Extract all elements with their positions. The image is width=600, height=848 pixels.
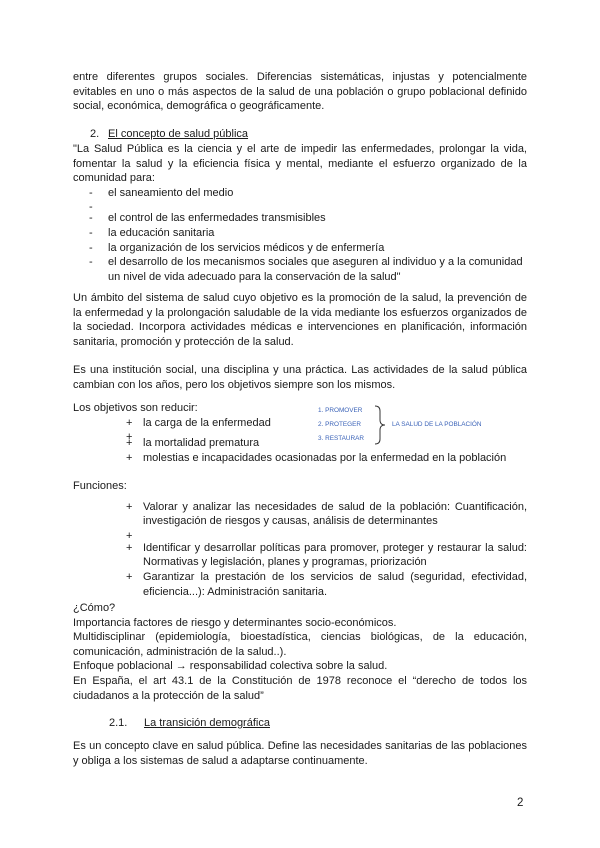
diagram-item-restaurar: 3. RESTAURAR	[318, 435, 365, 442]
section-2-number: 2.	[90, 128, 100, 140]
funciones-block	[73, 479, 527, 599]
transicion-paragraph: Es un concepto clave en salud pública. Define las necesidades sanitarias de las poblaciones y obliga a los sistemas de salud a adaptarse continuamente.	[73, 740, 527, 767]
definition-quote	[73, 142, 527, 284]
section-2-1-number: 2.1.	[109, 717, 128, 729]
section-2-1-heading	[109, 716, 309, 731]
section-2-title: El concepto de salud pública	[108, 128, 249, 140]
list-item: + Garantizar la prestación de los servicios de salud (seguridad, efectividad, eficiencia...): Administración sanitaria.	[73, 570, 527, 599]
como-block	[73, 601, 527, 703]
funciones-list	[73, 500, 527, 600]
funciones-label: Funciones:	[73, 480, 127, 492]
list-item: - el desarrollo de los mecanismos sociales que aseguren al individuo y a la comunidad un nivel de vida adecuado para la conservación de la salud"	[73, 255, 527, 284]
como-line: En España, el art 43.1 de la Constitución de 1978 reconoce el “derecho de todos los ciudadanos a la protección de la salud”	[73, 674, 527, 702]
como-line: Importancia factores de riesgo y determinantes socio-económicos.	[73, 616, 397, 629]
list-item: - la educación sanitaria	[73, 226, 527, 241]
intro-paragraph: entre diferentes grupos sociales. Diferencias sistemáticas, injustas y potencialmente evitables en uno o más aspectos de la salud de una población o grupo poblacional definido social, económica, demográfica o geográficamente.	[73, 71, 527, 113]
quote-intro: "La Salud Pública es la ciencia y el arte de impedir las enfermedades, prolongar la vida, fomentar la salud y la eficiencia física y mental, mediante el esfuerzo organizado de la comunidad para:	[73, 143, 527, 185]
list-item: + Identificar y desarrollar políticas para promover, proteger y restaurar la salud: Normativas y legislación, planes y programas, priorización	[73, 541, 527, 570]
objetivos-label: Los objetivos son reducir:	[73, 402, 198, 414]
institucion-paragraph: Es una institución social, una disciplina y una práctica. Las actividades de la salud pública cambian con los años, pero los objetivos siempre son los mismos.	[73, 364, 527, 391]
como-line: Enfoque poblacional → responsabilidad colectiva sobre la salud.	[73, 660, 388, 673]
como-line: Multidisciplinar (epidemiología, bioestadística, ciencias biológicas, de la educación, comunicación, administración de la salud..).	[73, 631, 527, 658]
list-item: + la mortalidad prematura	[73, 436, 527, 451]
promotion-diagram	[318, 405, 498, 447]
list-item: + molestias e incapacidades ocasionadas por la enfermedad en la población	[73, 451, 527, 466]
list-item: - la organización de los servicios médicos y de enfermería	[73, 241, 527, 256]
quote-list	[73, 186, 527, 285]
diagram-item-promover: 1. PROMOVER	[318, 407, 363, 414]
section-2-heading	[90, 127, 290, 142]
diagram-item-proteger: 2. PROTEGER	[318, 421, 361, 428]
section-2-1-title: La transición demográfica	[144, 717, 270, 729]
list-item: + Valorar y analizar las necesidades de salud de la población: Cuantificación, investigación de riesgos y causas, análisis de determinantes	[73, 500, 527, 529]
page-number: 2	[517, 797, 524, 809]
diagram-label: LA SALUD DE LA POBLACIÓN	[392, 421, 482, 428]
list-spacer	[73, 529, 527, 541]
brace-icon	[373, 405, 387, 445]
list-item: - el control de las enfermedades transmisibles	[73, 211, 527, 226]
ambito-paragraph: Un ámbito del sistema de salud cuyo objetivo es la promoción de la salud, la prevención de la enfermedad y la prolongación saludable de la vida mediante los esfuerzos organizados de la sociedad. Incorpora actividades médicas e intervenciones en planificación, información sanitaria, promoción y protección de la salud.	[73, 292, 527, 348]
como-question: ¿Cómo?	[73, 602, 116, 614]
list-item: + la carga de la enfermedad	[73, 416, 527, 431]
list-item: - el saneamiento del medio	[73, 186, 527, 201]
list-spacer	[73, 200, 527, 211]
